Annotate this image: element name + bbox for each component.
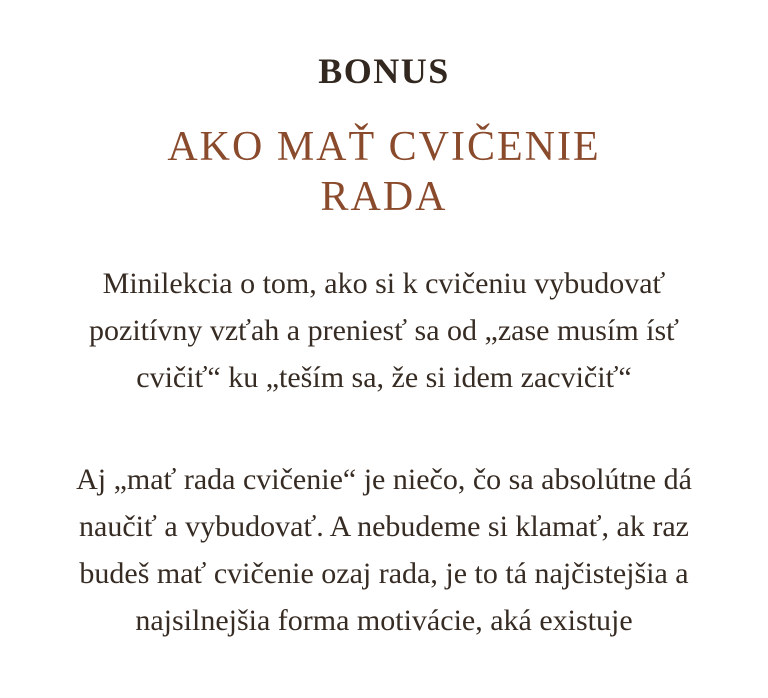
body-paragraph-line-1: Aj „mať rada cvičenie“ je niečo, čo sa absolútne dá (76, 463, 692, 496)
page-title-line-2: RADA (320, 174, 448, 220)
kicker-heading: BONUS (318, 51, 450, 91)
page-title (167, 122, 600, 222)
intro-paragraph-line-3: cvičiť“ ku „teším sa, že si idem zacvičiť“ (136, 361, 632, 394)
intro-paragraph-line-1: Minilekcia o tom, ako si k cvičeniu vybudovať (102, 267, 666, 300)
body-paragraph-line-4: najsilnejšia forma motivácie, aká existuje (135, 604, 633, 637)
intro-paragraph (89, 260, 679, 401)
body-paragraph-line-3: budeš mať cvičenie ozaj rada, je to tá najčistejšia a (79, 557, 689, 590)
body-paragraph-line-2: naučiť a vybudovať. A nebudeme si klamať, ak raz (79, 510, 689, 543)
body-paragraph (76, 456, 692, 644)
intro-paragraph-line-2: pozitívny vzťah a preniesť sa od „zase musím ísť (89, 314, 679, 347)
page-title-line-1: AKO MAŤ CVIČENIE (167, 124, 601, 170)
